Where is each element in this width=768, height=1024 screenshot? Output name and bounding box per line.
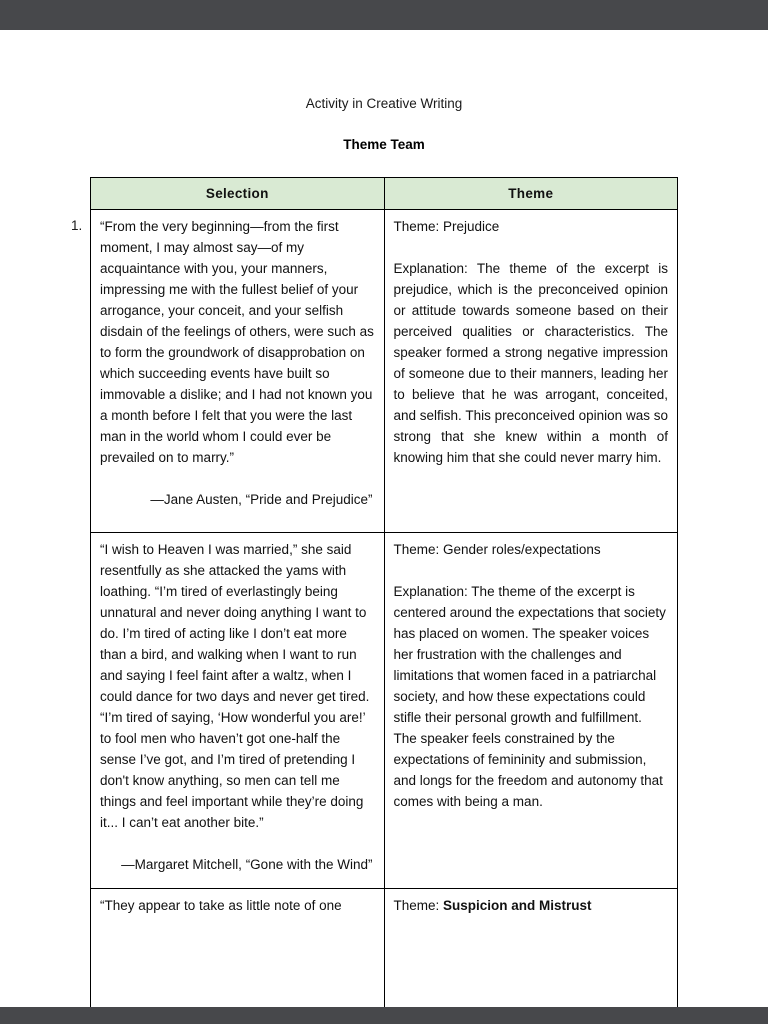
- theme-label-prefix: Theme:: [393, 898, 444, 913]
- document-title: Activity in Creative Writing: [305, 96, 463, 111]
- table-row: [91, 889, 678, 1008]
- header-cell-selection: Selection: [91, 178, 385, 210]
- selection-attribution: —Jane Austen, “Pride and Prejudice”: [150, 492, 373, 507]
- selection-quote: “From the very beginning—from the first moment, I may almost say—of my acquaintance with you, your manners, impressing me with the fullest belief of your arrogance, your conceit, and your selfish disdain of the feelings of others, were such as to form the groundwork of disapprobation on which succeeding events have built so immovable a dislike; and I had not known you a month before I felt that you were the last man in the world whom I could ever be prevailed on to marry.”: [100, 219, 374, 465]
- selection-cell: [91, 889, 385, 1008]
- selection-attribution: —Margaret Mitchell, “Gone with the Wind”: [121, 857, 373, 872]
- theme-explanation: Explanation: The theme of the excerpt is centered around the expectations that society has placed on women. The speaker voices her frustration with the challenges and limitations that women faced in a patriarchal society, and how these expectations could stifle their personal growth and fulfillment. The speaker feels constrained by the expectations of femininity and submission, and longs for the freedom and autonomy that comes with being a man.: [393, 584, 666, 809]
- theme-label: [394, 895, 669, 916]
- document-subtitle: Theme Team: [343, 137, 425, 152]
- theme-explanation: Explanation: The theme of the excerpt is prejudice, which is the preconceived opinion or attitude towards someone based on their perceived qualities or characteristics. The speaker formed a strong negative impression of someone due to their manners, leading her to believe that he was arrogant, conceited, and selfish. This preconceived opinion was so strong that she knew within a month of knowing him that she could never marry him.: [393, 261, 668, 465]
- selection-cell: [91, 210, 385, 533]
- document-page: [0, 30, 768, 1007]
- table-row: [91, 533, 678, 889]
- table-row: [91, 210, 678, 533]
- list-item-number: 1.: [71, 218, 83, 233]
- selection-cell: [91, 533, 385, 889]
- table-header-row: [91, 178, 678, 210]
- theme-cell: [384, 210, 678, 533]
- header-cell-theme: Theme: [384, 178, 678, 210]
- theme-label: Theme: Gender roles/expectations: [393, 542, 601, 557]
- theme-label-name: Suspicion and Mistrust: [443, 898, 592, 913]
- theme-cell: [384, 889, 678, 1008]
- theme-label: Theme: Prejudice: [393, 219, 500, 234]
- theme-table-container: [90, 177, 678, 1007]
- selection-quote: “I wish to Heaven I was married,” she said resentfully as she attacked the yams with loathing. “I’m tired of everlastingly being unnatural and never doing anything I want to do. I’m tired of acting like I don’t eat more than a bird, and walking when I want to run and saying I feel faint after a waltz, when I could dance for two days and never get tired. “I’m tired of saying, ‘How wonderful you are!’ to fool men who haven’t got one-half the sense I’ve got, and I’m tired of pretending I don't know anything, so men can tell me things and feel important while they’re doing it... I can’t eat another bite.”: [100, 542, 370, 830]
- theme-table: [90, 177, 678, 1007]
- selection-quote: “They appear to take as little note of one: [100, 898, 342, 913]
- theme-cell: [384, 533, 678, 889]
